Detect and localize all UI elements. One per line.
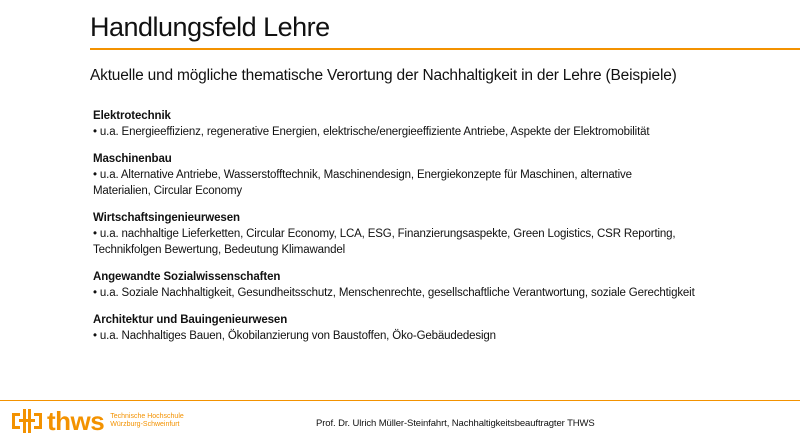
section-heading: Elektrotechnik xyxy=(93,110,171,122)
sections-list xyxy=(93,108,783,355)
slide-subtitle: Aktuelle und mögliche thematische Verortung der Nachhaltigkeit in der Lehre (Beispiele) xyxy=(90,67,677,84)
section-architektur xyxy=(93,312,783,344)
section-line: • u.a. Energieeffizienz, regenerative Energien, elektrische/energieeffiziente Antriebe, Aspekte der Elektromobilität xyxy=(93,126,650,138)
section-line: • u.a. Nachhaltiges Bauen, Ökobilanzierung von Baustoffen, Öko-Gebäudedesign xyxy=(93,330,496,342)
section-line: • u.a. Soziale Nachhaltigkeit, Gesundheitsschutz, Menschenrechte, gesellschaftliche Verantwortung, soziale Gerechtigkeit xyxy=(93,287,695,299)
section-heading: Maschinenbau xyxy=(93,153,172,165)
logo-tagline xyxy=(110,413,184,430)
section-line: • u.a. nachhaltige Lieferketten, Circular Economy, LCA, ESG, Finanzierungsaspekte, Green Logistics, CSR Reporting, xyxy=(93,228,676,240)
section-heading: Wirtschaftsingenieurwesen xyxy=(93,212,240,224)
thws-mark-icon xyxy=(10,407,44,435)
section-heading: Angewandte Sozialwissenschaften xyxy=(93,271,281,283)
footer-divider xyxy=(0,400,800,401)
thws-logo xyxy=(10,406,184,436)
section-heading: Architektur und Bauingenieurwesen xyxy=(93,314,288,326)
logo-wordmark: thws xyxy=(47,406,105,436)
section-sozialwissenschaften xyxy=(93,269,783,301)
section-line: Technikfolgen Bewertung, Bedeutung Klimawandel xyxy=(93,244,346,256)
footer-author: Prof. Dr. Ulrich Müller-Steinfahrt, Nachhaltigkeitsbeauftragter THWS xyxy=(316,418,595,429)
section-line: Materialien, Circular Economy xyxy=(93,185,243,197)
section-maschinenbau xyxy=(93,151,783,199)
logo-tagline-line: Würzburg-Schweinfurt xyxy=(110,421,180,428)
slide-title: Handlungsfeld Lehre xyxy=(90,12,330,42)
logo-tagline-line: Technische Hochschule xyxy=(110,412,184,420)
section-wirtschaftsingenieurwesen xyxy=(93,210,783,258)
section-line: • u.a. Alternative Antriebe, Wasserstofftechnik, Maschinendesign, Energiekonzepte für Maschinen, alternative xyxy=(93,169,632,181)
title-divider xyxy=(90,48,800,50)
section-elektrotechnik xyxy=(93,108,783,140)
